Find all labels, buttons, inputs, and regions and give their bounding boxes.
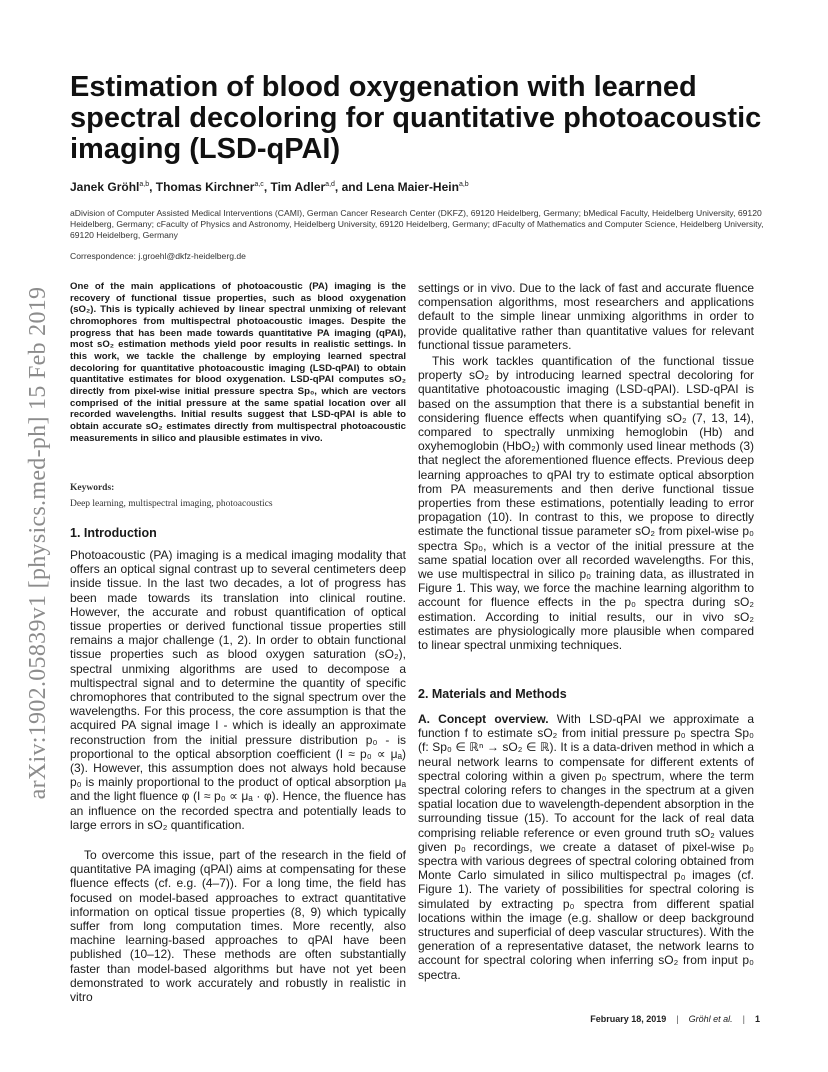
page-footer: February 18, 2019 | Gröhl et al. | 1 <box>590 1014 760 1024</box>
footer-date: February 18, 2019 <box>590 1014 667 1024</box>
author-separator: , <box>263 180 271 194</box>
author-name: Tim Adler <box>270 180 326 194</box>
author-affiliation-marker: a,c <box>254 181 264 188</box>
affiliations: aDivision of Computer Assisted Medical Interventions (CAMI), German Cancer Research Center (DKFZ), 69120 Heidelberg, Germany; bMedical Faculty, Heidelberg University, 69120 Heidelberg, Germany; cFaculty of Physics and Astronomy, Heidelberg University, 69120 Heidelberg, Germany; dFaculty of Mathematics and Computer Science, Heidelberg University, 69120 Heidelberg, Germany <box>70 208 764 240</box>
paper-title: Estimation of blood oxygenation with learned spectral decoloring for quantitative photoacoustic imaging (LSD-qPAI) <box>70 71 762 165</box>
author-affiliation-marker: a,b <box>458 181 469 188</box>
author-name: Janek Gröhl <box>70 180 140 194</box>
footer-authors: Gröhl et al. <box>688 1014 733 1024</box>
page-number: 1 <box>754 1014 760 1024</box>
section-heading-methods: 2. Materials and Methods <box>418 687 567 701</box>
arxiv-stamp: arXiv:1902.05839v1 [physics.med-ph] 15 Feb 2019 <box>25 286 51 800</box>
keywords: Deep learning, multispectral imaging, photoacoustics <box>70 499 273 509</box>
intro-paragraph: Photoacoustic (PA) imaging is a medical imaging modality that offers an optical signal contrast up to several centimeters deep inside tissue. In the last two decades, a lot of progress has been made towards its translation into clinical routine. However, the accurate and robust quantification of optical tissue properties or derived functional tissue properties still remains a major challenge (1, 2). In order to obtain functional tissue properties such as blood oxygen saturation (sO₂), spectral unmixing algorithms are used to decompose a multispectral signal and to determine the quantity of specific chromophores that contributed to the signal spectrum over the wavelengths. For this process, the core assumption is that the acquired PA signal image I - which is ideally an approximate reconstruction from the initial pressure distribution p₀ - is proportional to the optical absorption coefficient (I ≈ p₀ ∝ μₐ) (3). However, this assumption does not always hold because p₀ is mainly proportional to the product of optical absorption μₐ and the light fluence φ (I ≈ p₀ ∝ μₐ · φ). Hence, the fluence has an influence on the recorded spectra and potentially leads to large errors in sO₂ quantification. <box>70 548 406 832</box>
section-heading-introduction: 1. Introduction <box>70 526 157 540</box>
body-paragraph: This work tackles quantification of the functional tissue property sO₂ by introducing learned spectral decoloring for quantitative photoacoustic imaging (LSD-qPAI). LSD-qPAI is based on the assumption that there is a substantial benefit in considering fluence effects when quantifying sO₂ (7, 13, 14), compared to spectrally unmixing hemoglobin (Hb) and oxyhemoglobin (HbO₂) with commonly used linear methods (3) that neglect the aforementioned fluence effects. Previous deep learning approaches to qPAI try to estimate optical absorption from PA measurements and then derive functional tissue properties from these estimations, potentially leading to error propagation (10). In contrast to this, we propose to directly estimate the functional tissue parameter sO₂ from pixel-wise p₀ spectra Sp₀, which is a vector of the initial pressure at the same spatial location over all recorded wavelengths. For this, we use multispectral in silico p₀ training data, as illustrated in Figure 1. This way, we force the machine learning algorithm to account for fluence effects in the p₀ spectra during sO₂ estimation. According to initial results, our in vivo sO₂ estimates are physiologically more plausible when compared to linear spectral unmixing techniques. <box>418 354 754 653</box>
intro-paragraph: To overcome this issue, part of the research in the field of quantitative PA imaging (qPAI) aims at compensating for these fluence effects (cf. e.g. (4–7)). For a long time, the field has focused on model-based approaches to extract quantitative information on optical tissue properties (8, 9) which typically suffer from long computation times. More recently, also machine learning-based approaches to qPAI have been published (10–12). These methods are often substantially faster than model-based algorithms but have not yet been demonstrated to work accurately and robustly in realistic in vitro <box>70 848 406 1005</box>
subsection-heading: A. Concept overview. <box>418 712 549 726</box>
author-affiliation-marker: a,d <box>325 181 335 188</box>
keywords-title: Keywords: <box>70 483 115 493</box>
author-name: Thomas Kirchner <box>155 180 255 194</box>
author-affiliation-marker: a,b <box>139 181 150 188</box>
body-paragraph: settings or in vivo. Due to the lack of fast and accurate fluence compensation algorithms, most researchers and applications default to the simple linear unmixing algorithms in order to provide qualitative rather than quantitative values for relevant functional tissue parameters. <box>418 281 754 352</box>
correspondence: Correspondence: j.groehl@dkfz-heidelberg.de <box>70 251 246 261</box>
author-separator: , <box>149 180 156 194</box>
author-name: Lena Maier-Hein <box>366 180 459 194</box>
abstract: One of the main applications of photoacoustic (PA) imaging is the recovery of functional tissue properties, such as blood oxygenation (sO₂). This is typically achieved by linear spectral unmixing of relevant chromophores from multispectral photoacoustic images. Despite the progress that has been made towards quantitative PA imaging (qPAI), most sO₂ estimation methods yield poor results in realistic settings. In this work, we tackle the challenge by employing learned spectral decoloring for quantitative photoacoustic imaging (LSD-qPAI) to obtain quantitative estimates for blood oxygenation. LSD-qPAI computes sO₂ directly from pixel-wise initial pressure spectra Sp₀, which are vectors comprised of the initial pressure at the same spatial location over all recorded wavelengths. Initial results suggest that LSD-qPAI is able to obtain accurate sO₂ estimates directly from multispectral photoacoustic measurements in silico and plausible estimates in vivo. <box>70 281 406 444</box>
methods-text: With LSD-qPAI we approximate a function f to estimate sO₂ from initial pressure p₀ spectra Sp₀ (f: Sp₀ ∈ ℝⁿ → sO₂ ∈ ℝ). It is a data-driven method in which a neural network learns to compensate for different extents of spectral coloring within a given p₀ spectrum, where the term spectral coloring refers to changes in the spectrum at a given spatial location due to wavelength-dependent absorption in the surrounding tissue (15). To account for the lack of real data comprising reliable reference or even ground truth sO₂ values given p₀ recordings, we create a dataset of pixel-wise p₀ spectra with various degrees of spectral coloring obtained from Monte Carlo simulated in silico multispectral p₀ images (cf. Figure 1). The variety of possibilities for spectral coloring is simulated by extracting p₀ spectra from different spatial locations within the image (e.g. shallow or deep background structures and superficial of deep vascular structures). With the generation of a representative dataset, the network learns to account for spectral coloring when inferring sO₂ from input p₀ spectra. <box>418 712 755 982</box>
author-list <box>70 180 770 194</box>
methods-paragraph <box>418 712 754 982</box>
author-separator: , and <box>334 180 367 194</box>
